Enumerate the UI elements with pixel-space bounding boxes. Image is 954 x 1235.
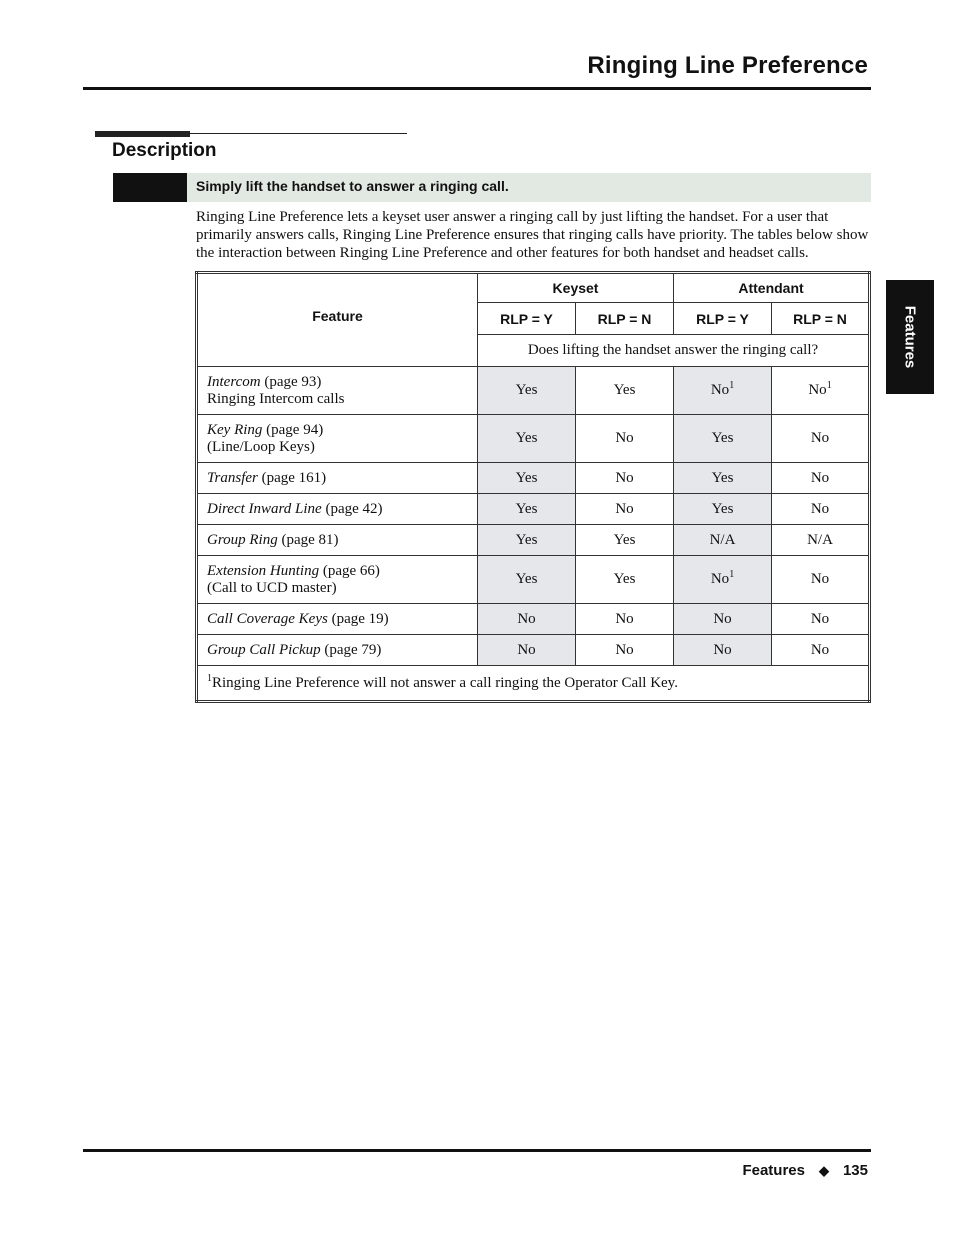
value-cell	[576, 367, 674, 415]
value-cell	[674, 525, 772, 556]
value-text: No	[615, 500, 634, 517]
value-cell	[772, 604, 870, 635]
value-text: Yes	[515, 382, 538, 398]
feature-detail: (Call to UCD master)	[207, 579, 337, 596]
value-cell	[674, 415, 772, 463]
value-cell	[772, 556, 870, 604]
value-text: Yes	[515, 531, 538, 548]
value-text: Yes	[613, 382, 636, 398]
value-cell	[674, 604, 772, 635]
keyset-group-header: Keyset	[478, 273, 674, 303]
table-row	[197, 415, 870, 463]
keyset-rlp-y-header: RLP = Y	[478, 303, 576, 335]
feature-page-ref: (page 66)	[319, 562, 380, 579]
section-rule-thin	[95, 133, 407, 134]
diamond-icon: ◆	[818, 1163, 829, 1178]
rlp-interaction-table	[195, 271, 871, 703]
value-cell	[576, 415, 674, 463]
attendant-rlp-y-header: RLP = Y	[674, 303, 772, 335]
value-text: Yes	[711, 469, 734, 486]
feature-name: Call Coverage Keys	[207, 610, 328, 627]
feature-page-ref: (page 81)	[277, 531, 339, 548]
value-text: No	[710, 571, 730, 587]
value-cell	[478, 415, 576, 463]
footer-section: Features	[742, 1162, 805, 1179]
feature-page-ref: (page 42)	[321, 500, 383, 517]
feature-name: Direct Inward Line	[207, 500, 322, 517]
section-rule	[95, 131, 190, 137]
footnote-ref: 1	[729, 569, 735, 580]
feature-page-ref: (page 161)	[257, 469, 327, 486]
value-text: No	[810, 500, 830, 517]
table-row	[197, 635, 870, 666]
value-cell	[478, 494, 576, 525]
feature-cell	[197, 415, 478, 463]
value-text: Yes	[613, 531, 636, 548]
value-text: No	[615, 469, 634, 486]
value-text: No	[517, 610, 536, 627]
footnote-marker: 1	[207, 672, 212, 684]
feature-cell	[197, 556, 478, 604]
value-text: No	[615, 430, 634, 446]
attendant-group-header: Attendant	[674, 273, 870, 303]
feature-cell	[197, 494, 478, 525]
feature-name: Key Ring	[207, 421, 263, 438]
page-title: Ringing Line Preference	[587, 52, 868, 79]
feature-name: Group Call Pickup	[207, 641, 321, 658]
table-row	[197, 604, 870, 635]
value-cell	[772, 463, 870, 494]
feature-cell	[197, 604, 478, 635]
value-cell	[478, 525, 576, 556]
table-row	[197, 556, 870, 604]
feature-name: Extension Hunting	[207, 562, 320, 579]
value-cell	[772, 367, 870, 415]
value-cell	[478, 604, 576, 635]
value-cell	[478, 367, 576, 415]
value-cell	[576, 525, 674, 556]
value-cell	[576, 604, 674, 635]
value-text: No	[713, 610, 732, 627]
value-text: Yes	[515, 500, 538, 517]
value-text: No	[810, 610, 830, 627]
footer-rule	[83, 1149, 871, 1152]
value-cell	[772, 415, 870, 463]
value-text: No	[810, 571, 830, 587]
value-text: Yes	[515, 571, 538, 587]
value-cell	[478, 463, 576, 494]
header-rule	[83, 87, 871, 90]
summary-bar	[113, 173, 871, 202]
value-text: N/A	[709, 531, 736, 548]
table-body	[197, 367, 870, 666]
feature-page-ref: (page 93)	[260, 373, 322, 390]
value-cell	[674, 556, 772, 604]
feature-detail: (Line/Loop Keys)	[207, 438, 315, 455]
side-tab-label: Features	[901, 305, 919, 369]
feature-page-ref: (page 19)	[327, 610, 389, 627]
value-cell	[772, 525, 870, 556]
value-cell	[674, 367, 772, 415]
value-text: No	[808, 382, 827, 398]
attendant-rlp-n-header: RLP = N	[772, 303, 870, 335]
feature-name: Group Ring	[207, 531, 278, 548]
summary-text: Simply lift the handset to answer a ringing call.	[196, 178, 509, 194]
value-text: No	[810, 641, 830, 658]
value-text: No	[615, 641, 634, 658]
side-tab	[886, 280, 934, 394]
table-row	[197, 494, 870, 525]
value-text: Yes	[613, 571, 636, 587]
summary-marker	[113, 173, 187, 202]
value-text: No	[710, 382, 730, 398]
footnote-ref: 1	[826, 380, 832, 391]
feature-header-label: Feature	[312, 308, 363, 324]
value-cell	[674, 463, 772, 494]
table-question: Does lifting the handset answer the ringing call?	[478, 335, 870, 367]
table-row	[197, 525, 870, 556]
feature-cell	[197, 463, 478, 494]
keyset-rlp-n-header: RLP = N	[576, 303, 674, 335]
feature-cell	[197, 635, 478, 666]
value-cell	[576, 635, 674, 666]
value-cell	[772, 635, 870, 666]
feature-detail: Ringing Intercom calls	[207, 390, 345, 407]
value-text: No	[713, 641, 732, 658]
footnote-text: Ringing Line Preference will not answer a call ringing the Operator Call Key.	[212, 674, 678, 691]
value-text: No	[517, 641, 536, 658]
feature-page-ref: (page 79)	[320, 641, 382, 658]
feature-column-header	[197, 273, 478, 367]
value-cell	[576, 463, 674, 494]
feature-cell	[197, 525, 478, 556]
section-title: Description	[112, 140, 217, 161]
feature-page-ref: (page 94)	[262, 421, 324, 438]
value-cell	[674, 494, 772, 525]
value-text: No	[615, 610, 634, 627]
intro-paragraph: Ringing Line Preference lets a keyset user answer a ringing call by just lifting the handset. For a user that primarily answers calls, Ringing Line Preference ensures that ringing calls have priority. The tables below show the interaction between Ringing Line Preference and other features for both handset and headset calls.	[196, 209, 869, 261]
value-text: Yes	[711, 430, 734, 446]
value-cell	[772, 494, 870, 525]
value-cell	[674, 635, 772, 666]
footnote-ref: 1	[729, 380, 735, 391]
value-cell	[478, 556, 576, 604]
feature-name: Intercom	[207, 373, 261, 390]
value-text: No	[810, 469, 830, 486]
feature-cell	[197, 367, 478, 415]
value-text: No	[810, 430, 830, 446]
page-footer	[742, 1162, 868, 1179]
table-row	[197, 367, 870, 415]
value-text: Yes	[515, 430, 538, 446]
table-footnote	[197, 666, 870, 702]
table-row	[197, 463, 870, 494]
feature-name: Transfer	[207, 469, 258, 486]
value-text: Yes	[711, 500, 734, 517]
value-text: N/A	[807, 531, 833, 548]
value-cell	[576, 556, 674, 604]
value-cell	[576, 494, 674, 525]
page-number: 135	[842, 1162, 868, 1179]
value-text: Yes	[515, 469, 538, 486]
value-cell	[478, 635, 576, 666]
